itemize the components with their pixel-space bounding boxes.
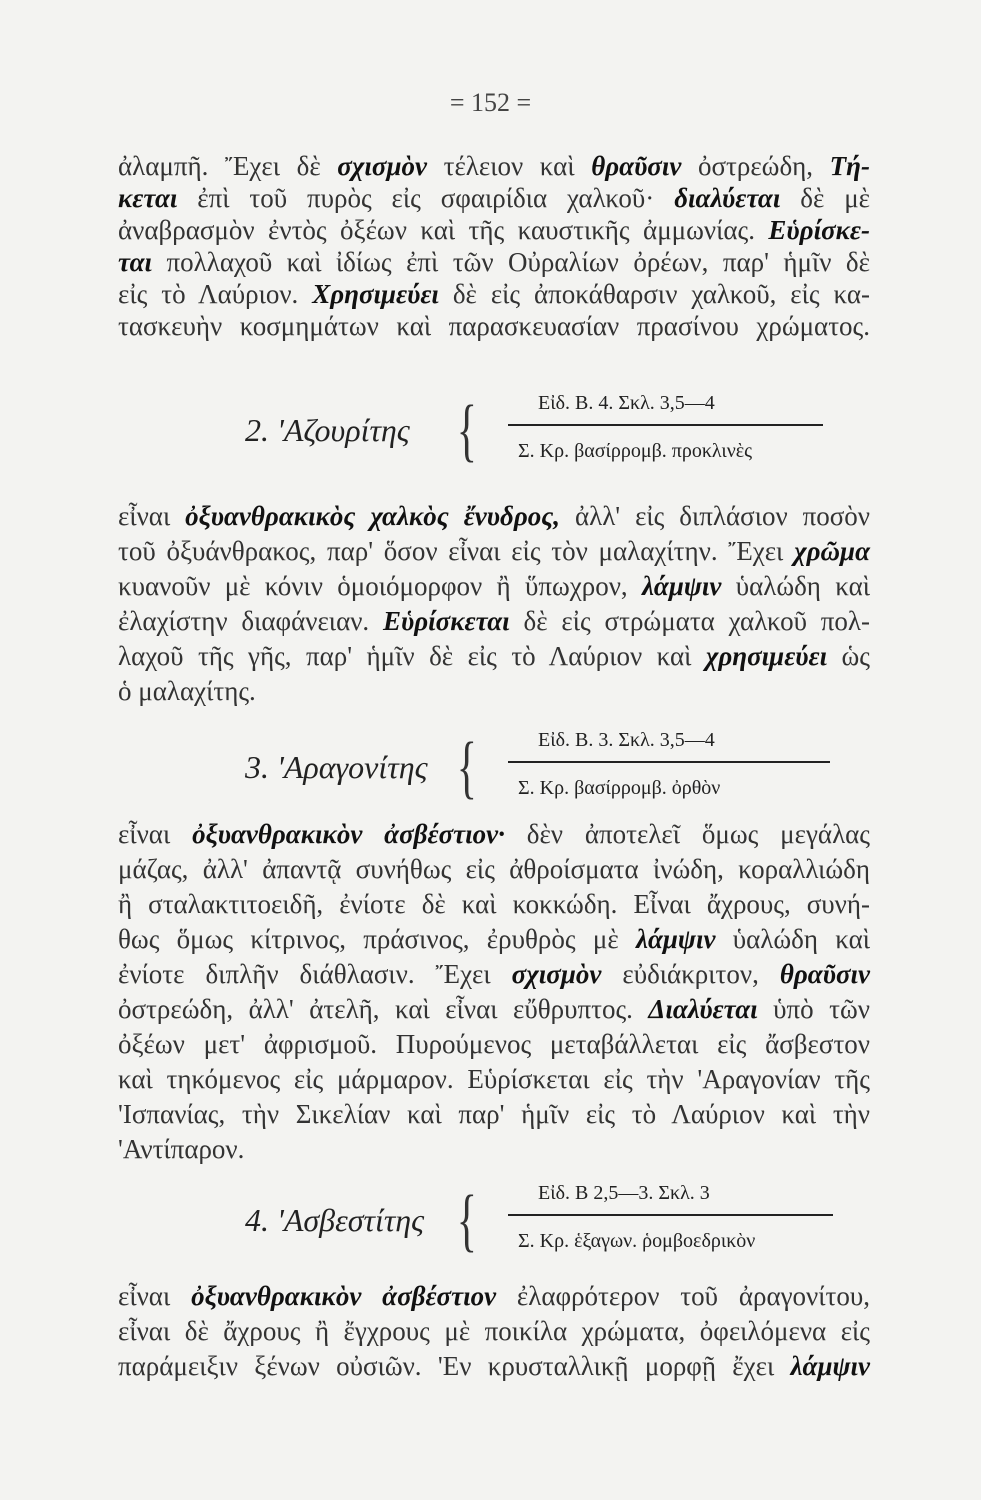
- emphasized-term: θραῦσιν: [591, 151, 682, 181]
- hardness-line: Εἰδ. Β. 4. Σκλ. 3,5—4: [538, 392, 715, 414]
- text-line: [118, 1028, 870, 1060]
- text-line: [118, 958, 870, 990]
- text-line: [118, 214, 870, 246]
- text-line: [118, 278, 870, 310]
- text-segment: δὲ μὲ: [780, 183, 871, 213]
- brace-icon: {: [456, 1182, 477, 1259]
- text-segment: ἀλαμπῆ. Ἔχει δὲ: [118, 151, 338, 181]
- crystal-system-line: Σ. Κρ. βασίρρομβ. ὀρθὸν: [518, 777, 721, 799]
- hardness-line: Εἰδ. Β 2,5—3. Σκλ. 3: [538, 1182, 710, 1204]
- text-segment: μάζας, ἀλλ' ἀπαντᾷ συνήθως εἰς ἀθροίσματα ἰνώδη, κοραλλιώδη: [118, 854, 870, 884]
- text-segment: ὁ μαλαχίτης.: [118, 676, 256, 706]
- emphasized-term: Διαλύεται: [648, 994, 758, 1024]
- emphasized-term: χρησιμεύει: [705, 641, 828, 671]
- text-line: [118, 1350, 870, 1382]
- fraction-rule: [508, 761, 830, 763]
- text-line: [118, 150, 870, 182]
- text-segment: ὀξέων μετ' ἀφρισμοῦ. Πυρούμενος μεταβάλλεται εἰς ἄσβεστον: [118, 1029, 870, 1059]
- emphasized-term: λάμψιν: [641, 571, 722, 601]
- text-segment: εἶναι: [118, 1281, 192, 1311]
- text-segment: ὀστρεώδη,: [681, 151, 830, 181]
- text-segment: δὲ εἰς στρώματα χαλκοῦ πολ-: [509, 606, 870, 636]
- brace-icon: {: [456, 729, 477, 806]
- text-line: [118, 246, 870, 278]
- text-line: [118, 818, 870, 850]
- hardness-line: Εἰδ. Β. 3. Σκλ. 3,5—4: [538, 729, 715, 751]
- text-segment: θως ὅμως κίτρινος, πράσινος, ἐρυθρὸς μὲ: [118, 924, 636, 954]
- text-segment: ἀλλ' εἰς διπλάσιον ποσὸν: [560, 501, 870, 531]
- text-segment: τοῦ ὀξυάνθρακος, παρ' ὅσον εἶναι εἰς τὸν μαλαχίτην. Ἔχει: [118, 536, 795, 566]
- text-line: [118, 500, 870, 532]
- text-line: [118, 993, 870, 1025]
- crystal-system-line: Σ. Κρ. βασίρρομβ. προκλινὲς: [518, 440, 753, 462]
- text-line: [118, 1133, 870, 1165]
- text-segment: εἶναι: [118, 501, 186, 531]
- mineral-heading: [0, 388, 981, 478]
- text-line: [118, 535, 870, 567]
- text-segment: 'Αντίπαρον.: [118, 1134, 245, 1164]
- mineral-name: 4. 'Ασβεστίτης: [245, 1202, 425, 1238]
- text-line: [118, 570, 870, 602]
- fraction-rule: [508, 424, 823, 426]
- emphasized-term: θραῦσιν: [779, 959, 870, 989]
- text-line: [118, 1280, 870, 1312]
- emphasized-term: σχισμὸν: [337, 151, 427, 181]
- text-line: [118, 1063, 870, 1095]
- text-segment: τασκευὴν κοσμημάτων καὶ παρασκευασίαν πρασίνου χρώματος.: [118, 311, 870, 341]
- text-segment: εἶναι δὲ ἄχρους ἢ ἔγχρους μὲ ποικίλα χρώματα, ὀφειλόμενα εἰς: [118, 1316, 870, 1346]
- text-segment: ὀστρεώδη, ἀλλ' ἀτελῆ, καὶ εἶναι εὔθρυπτος.: [118, 994, 649, 1024]
- emphasized-term: ὀξυανθρακικὸν ἀσβέστιον·: [192, 819, 505, 849]
- text-segment: εἶναι: [118, 819, 193, 849]
- emphasized-term: Τή-: [829, 151, 870, 181]
- text-line: [118, 1098, 870, 1130]
- crystal-system-line: Σ. Κρ. ἑξαγων. ῥομβοεδρικὸν: [518, 1230, 756, 1252]
- text-line: [118, 640, 870, 672]
- text-segment: εἰς τὸ Λαύριον.: [118, 279, 313, 309]
- text-segment: ὑαλώδη καὶ: [721, 571, 871, 601]
- text-segment: καὶ τηκόμενος εἰς μάρμαρον. Εὑρίσκεται εἰς τὴν 'Αραγονίαν τῆς: [118, 1064, 870, 1094]
- emphasized-term: ται: [118, 247, 153, 277]
- text-segment: τέλειον καὶ: [426, 151, 592, 181]
- emphasized-term: ὀξυανθρακικὸν ἀσβέστιον: [191, 1281, 497, 1311]
- text-segment: ἐλαφρότερον τοῦ ἀραγονίτου,: [496, 1281, 870, 1311]
- emphasized-term: Χρησιμεύει: [312, 279, 439, 309]
- text-segment: δὲ εἰς ἀποκάθαρσιν χαλκοῦ, εἰς κα-: [438, 279, 870, 309]
- text-segment: 'Ισπανίας, τὴν Σικελίαν καὶ παρ' ἡμῖν εἰς τὸ Λαύριον καὶ τὴν: [118, 1099, 870, 1129]
- text-segment: ὑπὸ τῶν: [757, 994, 870, 1024]
- text-segment: ἐπὶ τοῦ πυρὸς εἰς σφαιρίδια χαλκοῦ·: [177, 183, 675, 213]
- text-segment: ἀναβρασμὸν ἐντὸς ὀξέων καὶ τῆς καυστικῆς ἀμμωνίας.: [118, 215, 769, 245]
- emphasized-term: λάμψιν: [635, 924, 716, 954]
- text-segment: εὐδιάκριτον,: [601, 959, 780, 989]
- text-segment: δὲν ἀποτελεῖ ὅμως μεγάλας: [504, 819, 870, 849]
- text-segment: κυανοῦν μὲ κόνιν ὁμοιόμορφον ἢ ὕπωχρον,: [118, 571, 642, 601]
- emphasized-term: χρῶμα: [794, 536, 870, 566]
- text-line: [118, 888, 870, 920]
- text-segment: ὑαλώδη καὶ: [715, 924, 871, 954]
- text-segment: ἐνίοτε διπλῆν διάθλασιν. Ἔχει: [118, 959, 512, 989]
- text-line: [118, 675, 870, 707]
- text-line: [118, 923, 870, 955]
- emphasized-term: διαλύεται: [674, 183, 781, 213]
- emphasized-term: Εὑρίσκεται: [383, 606, 510, 636]
- page-number: = 152 =: [449, 88, 532, 117]
- mineral-name: 3. 'Αραγονίτης: [245, 749, 428, 785]
- text-line: [118, 182, 870, 214]
- text-segment: ἢ σταλακτιτοειδῆ, ἐνίοτε δὲ καὶ κοκκώδη. Εἶναι ἄχρους, συνή-: [118, 889, 870, 919]
- text-segment: παράμειξιν ξένων οὐσιῶν. 'Εν κρυσταλλικῇ μορφῇ ἔχει: [118, 1351, 791, 1381]
- text-line: [118, 310, 870, 342]
- emphasized-term: σχισμὸν: [511, 959, 602, 989]
- text-line: [118, 605, 870, 637]
- emphasized-term: Εὑρίσκε-: [768, 215, 870, 245]
- emphasized-term: ὀξυανθρακικὸς χαλκὸς ἔνυδρος,: [185, 501, 561, 531]
- text-segment: λαχοῦ τῆς γῆς, παρ' ἡμῖν δὲ εἰς τὸ Λαύριον καὶ: [118, 641, 706, 671]
- brace-icon: {: [456, 392, 477, 469]
- emphasized-term: λάμψιν: [790, 1351, 870, 1381]
- mineral-heading: [0, 725, 981, 815]
- text-line: [118, 853, 870, 885]
- text-segment: ἐλαχίστην διαφάνειαν.: [118, 606, 384, 636]
- emphasized-term: κεται: [118, 183, 178, 213]
- text-segment: ὡς: [827, 641, 870, 671]
- fraction-rule: [508, 1214, 833, 1216]
- mineral-heading: [0, 1178, 981, 1268]
- text-segment: πολλαχοῦ καὶ ἰδίως ἐπὶ τῶν Οὐραλίων ὀρέων, παρ' ἡμῖν δὲ: [152, 247, 870, 277]
- mineral-name: 2. 'Αζουρίτης: [245, 412, 410, 448]
- text-line: [118, 1315, 870, 1347]
